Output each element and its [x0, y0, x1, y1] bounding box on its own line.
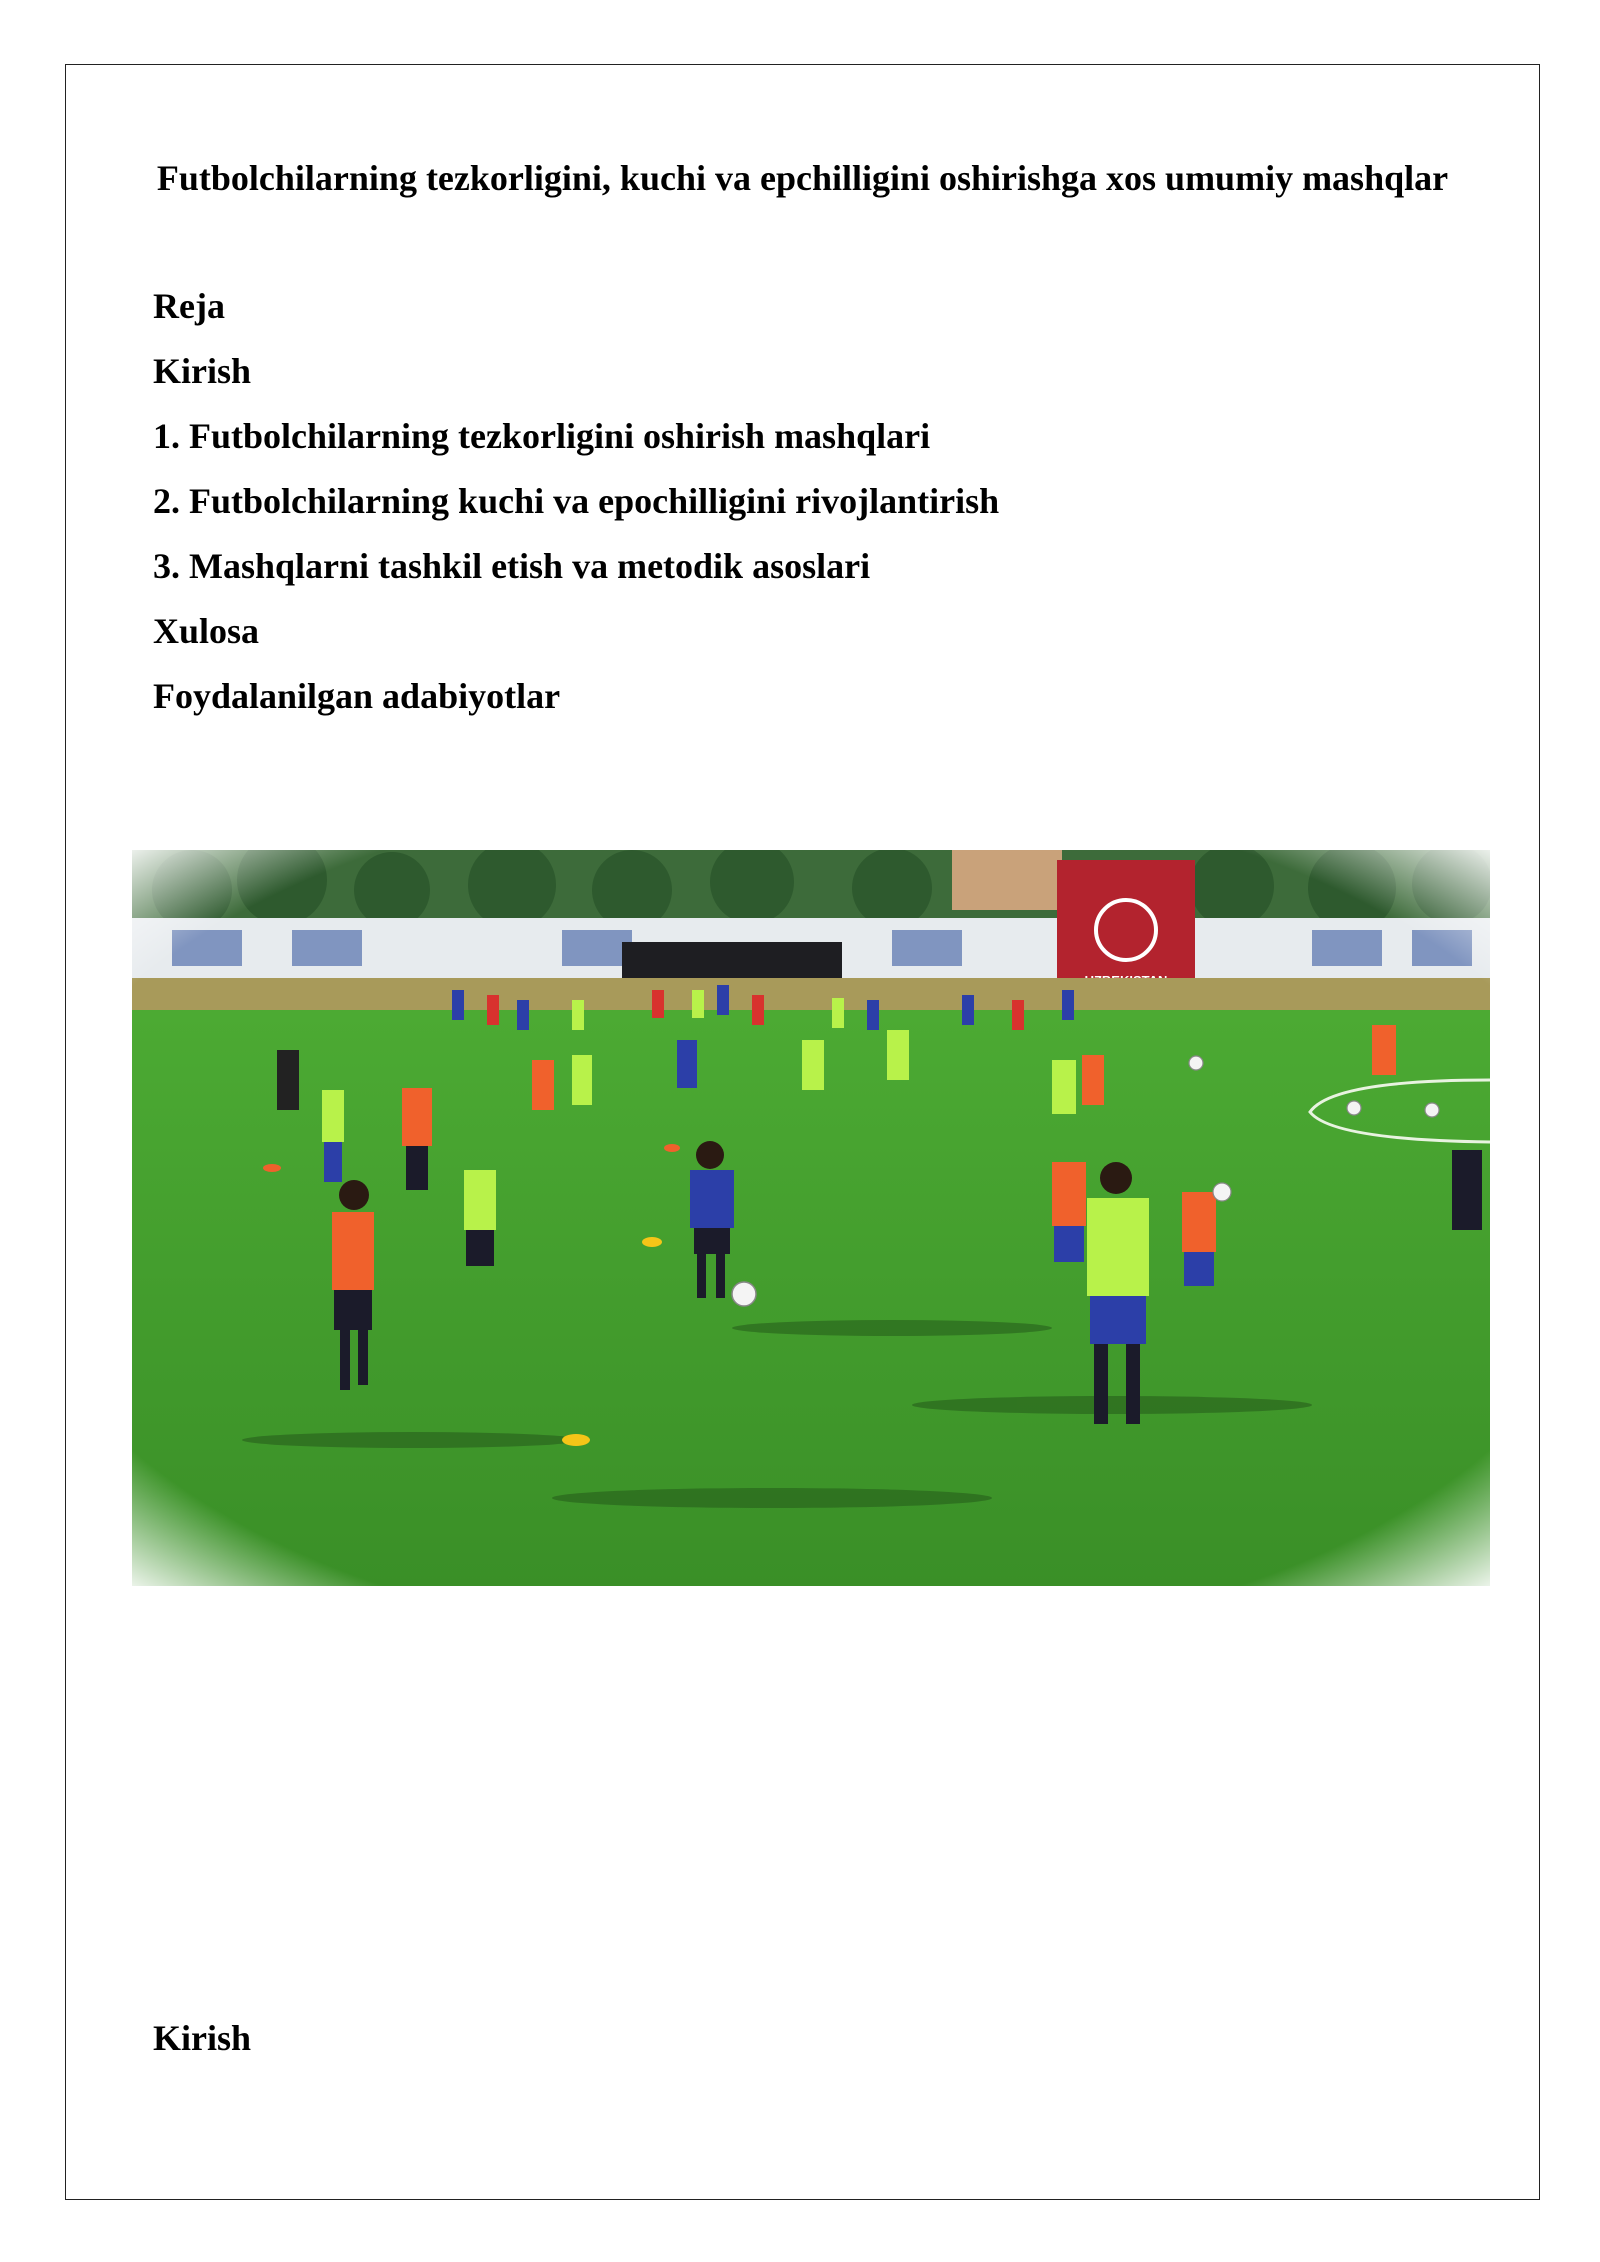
- toc-item-reja: Reja: [153, 286, 225, 326]
- toc-item-xulosa: Xulosa: [153, 611, 260, 651]
- document-title: Futbolchilarning tezkorligini, kuchi va epchilligini oshirishga xos umumiy mashqlar: [156, 158, 1449, 198]
- table-of-contents: [153, 274, 999, 729]
- toc-item-section-1: 1. Futbolchilarning tezkorligini oshirish mashqlari: [153, 416, 931, 456]
- photo-vignette: [132, 850, 1490, 1586]
- football-training-illustration: [132, 850, 1490, 1586]
- toc-item-references: Foydalanilgan adabiyotlar: [153, 676, 561, 716]
- toc-item-section-3: 3. Mashqlarni tashkil etish va metodik asoslari: [153, 546, 871, 586]
- toc-item-kirish: Kirish: [153, 351, 252, 391]
- toc-item-section-2: 2. Futbolchilarning kuchi va epochilligini rivojlantirish: [153, 481, 1000, 521]
- section-heading-kirish: Kirish: [153, 2018, 252, 2058]
- football-training-photo: [132, 850, 1490, 1586]
